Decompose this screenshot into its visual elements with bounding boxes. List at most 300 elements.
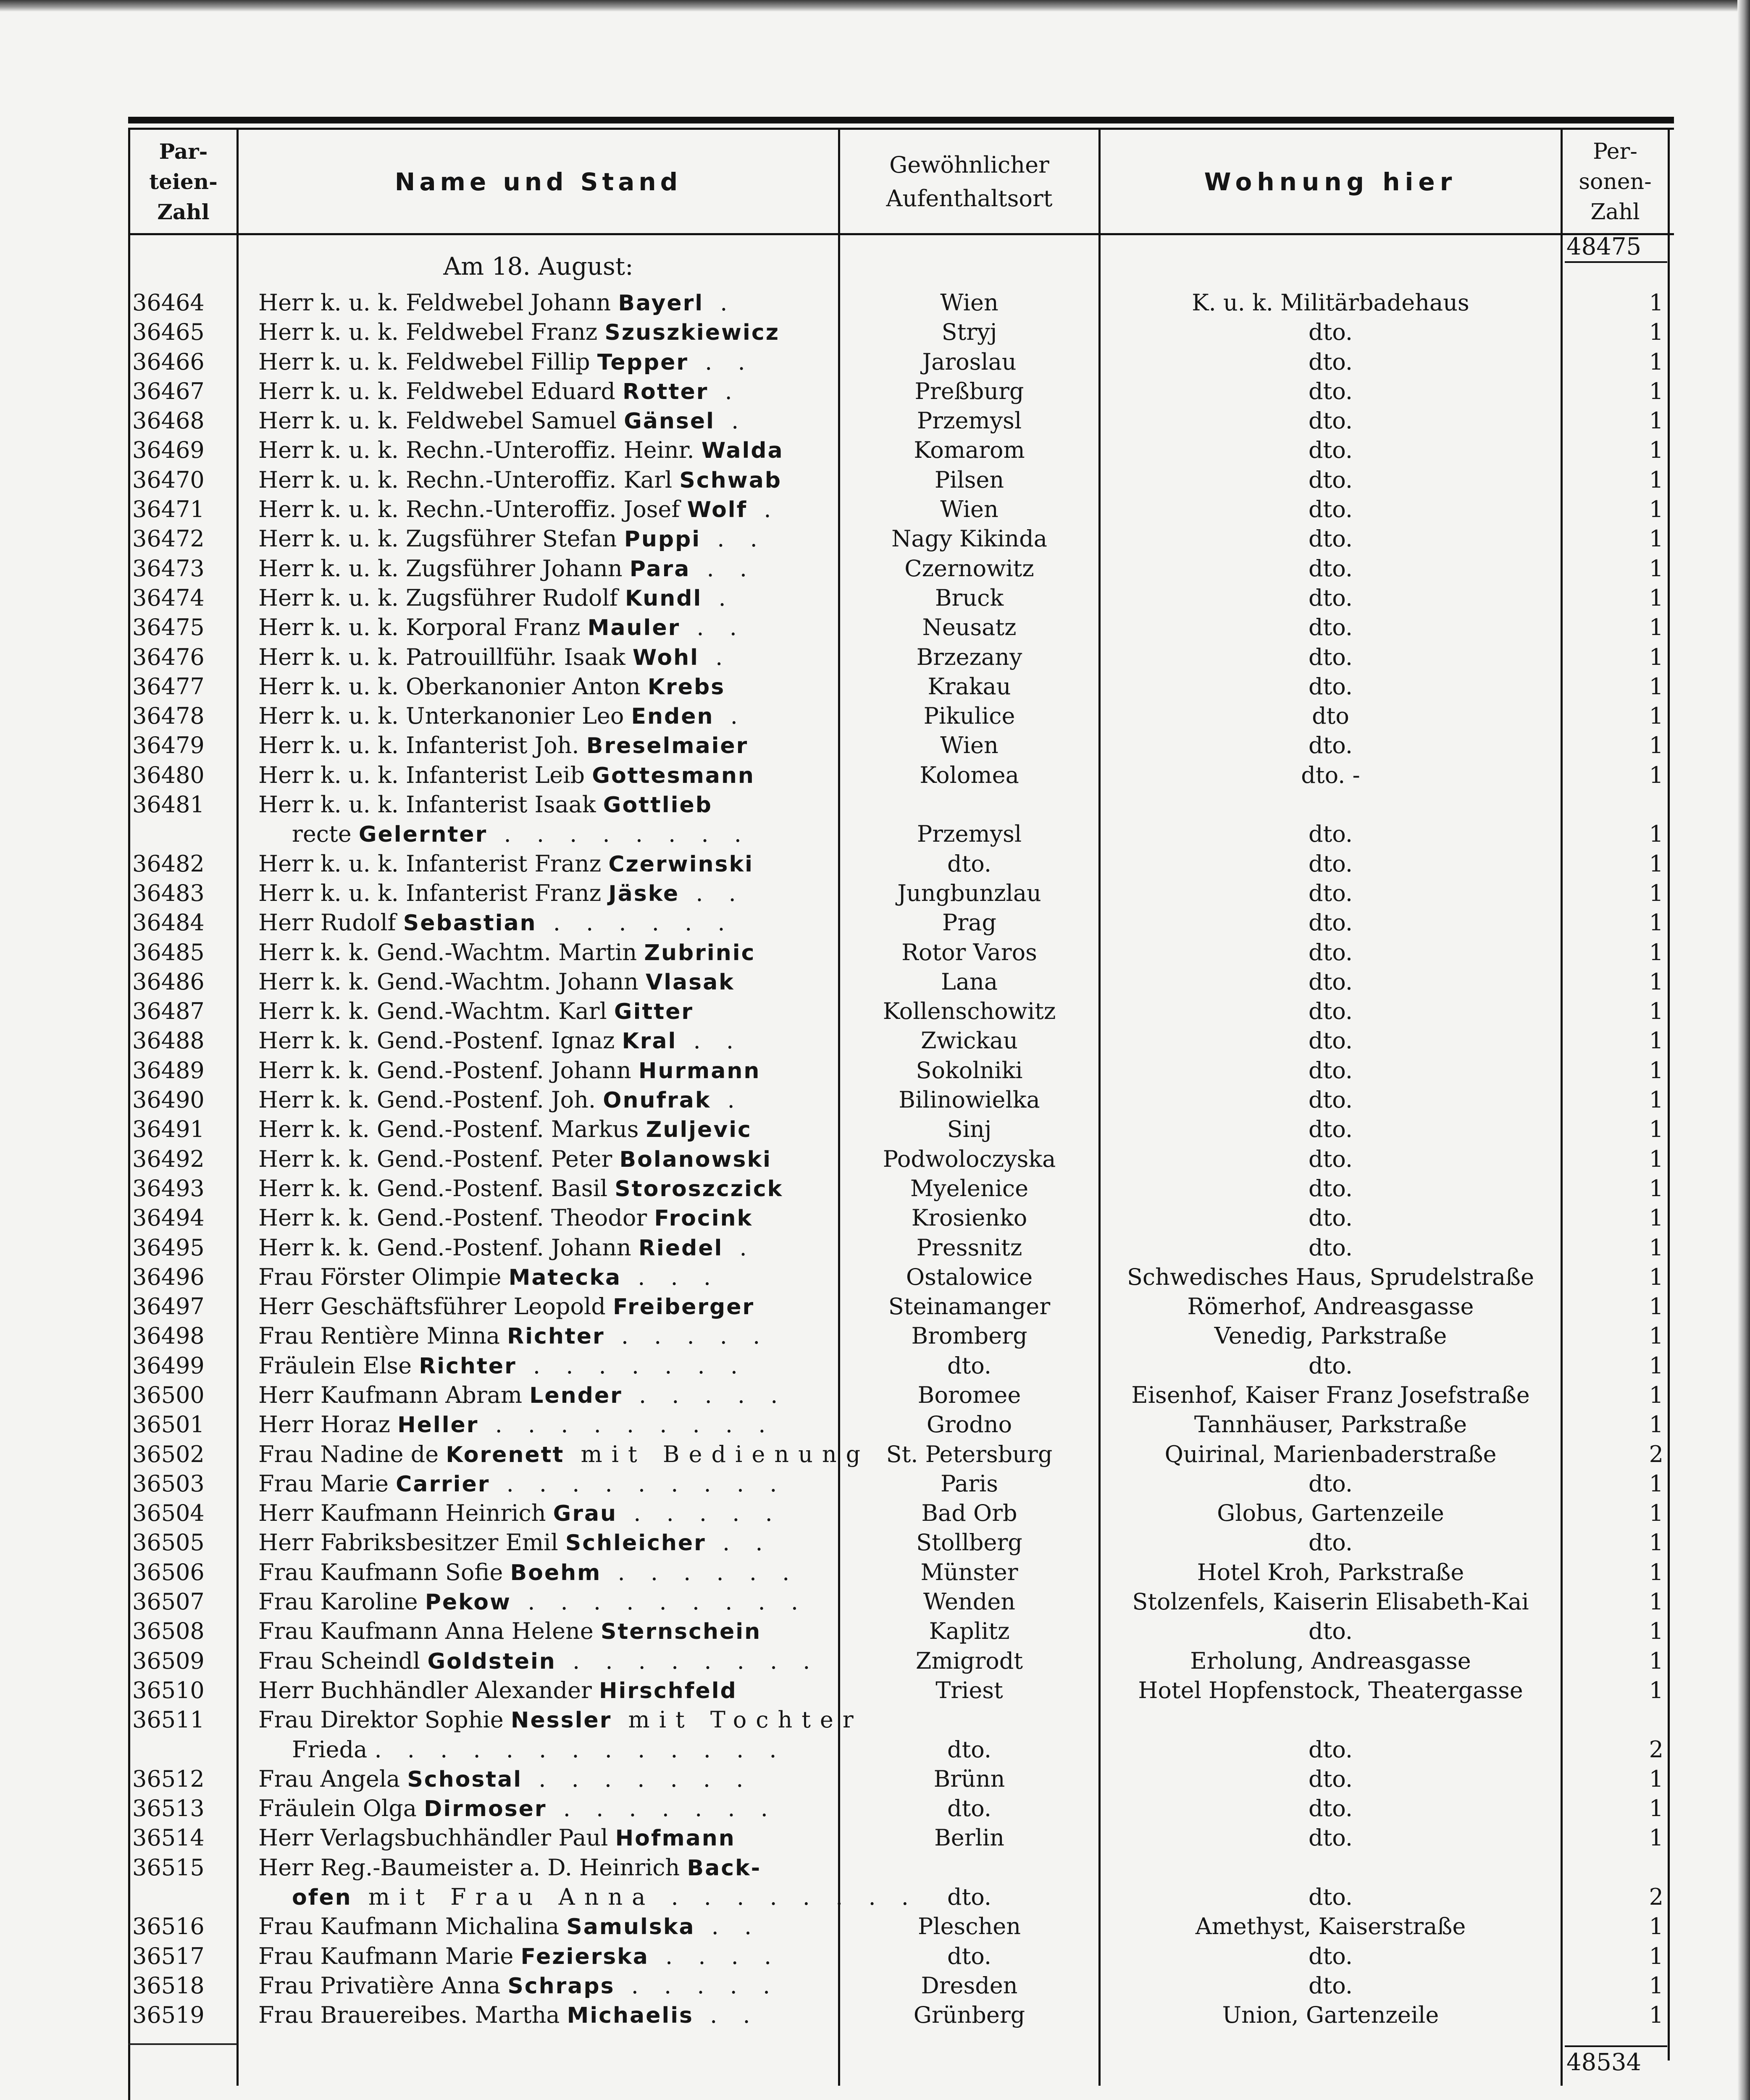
name-prefix: Herr k. u. k. Feldwebel Samuel [258, 407, 617, 434]
table-row [128, 347, 1674, 377]
name-und-stand-cell [258, 1499, 834, 1528]
surname: Storoszczick [615, 1176, 783, 1202]
leader-dots: . . . . . . [536, 909, 734, 936]
aufenthaltsort-cell: Wenden [923, 1588, 1016, 1615]
surname: Sebastian [403, 911, 537, 936]
leader-dots: . . . . . [615, 1972, 780, 1999]
personen-count: 1 [1649, 1942, 1663, 1969]
surname: Richter [507, 1324, 605, 1349]
parteien-number: 36511 [132, 1706, 205, 1733]
table-row [128, 1381, 1674, 1410]
personen-count: 1 [1649, 466, 1663, 493]
carry-over-total: 48475 [1565, 233, 1667, 263]
table-row [128, 1617, 1674, 1646]
wohnung-cell: dto. [1309, 348, 1353, 375]
name-line [258, 613, 834, 642]
name-prefix: Herr k. k. Gend.-Postenf. Johann [258, 1234, 631, 1261]
parteien-number: 36488 [132, 1027, 205, 1054]
surname: Dirmoser [424, 1796, 547, 1822]
personen-count: 2 [1649, 1441, 1663, 1467]
wohnung-cell: Globus, Gartenzeile [1217, 1500, 1444, 1527]
leader-dots: . . [677, 1027, 743, 1054]
table-row [128, 1203, 1674, 1233]
table-row [128, 731, 1674, 760]
name-prefix: Herr k. u. k. Feldwebel Franz [258, 319, 598, 346]
name-prefix: Herr k. u. k. Feldwebel Fillip [258, 348, 590, 375]
name-prefix: Herr k. k. Gend.-Postenf. Joh. [258, 1087, 596, 1113]
surname: Hirschfeld [599, 1678, 737, 1704]
name-prefix: Herr k. k. Gend.-Postenf. Basil [258, 1175, 608, 1202]
name-prefix: Herr k. u. k. Unterkanonier Leo [258, 703, 624, 730]
surname: Back- [687, 1855, 762, 1881]
aufenthaltsort-cell: Paris [941, 1470, 998, 1497]
parteien-number: 36492 [132, 1145, 205, 1172]
name-prefix: Frau Kaufmann Michalina [258, 1913, 560, 1940]
leader-dots: . . [690, 555, 757, 582]
table-row [128, 1794, 1674, 1823]
wohnung-cell: dto. [1309, 1884, 1353, 1911]
name-line [258, 731, 834, 760]
aufenthaltsort-cell: Wien [940, 496, 998, 523]
parteien-number: 36494 [132, 1205, 205, 1231]
surname: Richter [419, 1353, 517, 1379]
surname: Korenett [446, 1442, 565, 1467]
leader-dots: . . . [621, 1263, 720, 1290]
personen-count: 1 [1649, 1618, 1663, 1645]
personen-count: 1 [1649, 732, 1663, 759]
name-und-stand-cell [258, 1263, 834, 1292]
aufenthaltsort-cell: Brzezany [916, 643, 1022, 670]
name-und-stand-cell [258, 908, 834, 937]
personen-count: 1 [1649, 821, 1663, 848]
parteien-number: 36495 [132, 1234, 205, 1261]
name-prefix: Herr k. u. k. Korporal Franz [258, 614, 581, 641]
leader-dots: . . . . . [604, 1323, 770, 1349]
personen-count: 1 [1649, 1913, 1663, 1940]
name-und-stand-cell [258, 1233, 834, 1263]
leader-dots: . [714, 703, 747, 730]
aufenthaltsort-cell: Pressnitz [916, 1234, 1022, 1261]
name-und-stand-cell [258, 1823, 834, 1853]
table-row [128, 524, 1674, 554]
name-und-stand-cell [258, 1971, 834, 2000]
aufenthaltsort-cell: dto. [947, 1884, 991, 1911]
name-prefix: Herr k. u. k. Infanterist Franz [258, 879, 602, 906]
leader-dots: . [711, 1087, 744, 1113]
surname: Wohl [632, 645, 699, 670]
name-und-stand-cell [258, 495, 834, 524]
name-line-continued [258, 1735, 834, 1764]
personen-count: 1 [1649, 673, 1663, 700]
name-prefix: Herr k. k. Gend.-Postenf. Markus [258, 1116, 639, 1143]
parteien-number: 36464 [132, 289, 205, 316]
name-und-stand-cell [258, 554, 834, 583]
name-line [258, 1528, 834, 1557]
personen-count: 1 [1649, 939, 1663, 966]
personen-count: 2 [1649, 1884, 1663, 1911]
name-und-stand-cell [258, 436, 834, 465]
table-row [128, 1115, 1674, 1144]
aufenthaltsort-cell: Pleschen [917, 1913, 1021, 1940]
wohnung-cell: dto. [1309, 1145, 1353, 1172]
parteien-number: 36480 [132, 761, 205, 788]
name-line [258, 406, 834, 436]
surname-continued: ofen [292, 1885, 352, 1911]
personen-count: 1 [1649, 1972, 1663, 1999]
table-row [128, 1233, 1674, 1263]
wohnung-cell: Hotel Kroh, Parkstraße [1197, 1559, 1464, 1586]
name-line [258, 879, 834, 908]
name-line [258, 1971, 834, 2000]
name-und-stand-cell [258, 583, 834, 613]
wohnung-cell: dto. [1309, 1765, 1353, 1792]
name-line [258, 1233, 834, 1263]
personen-count: 1 [1649, 1381, 1663, 1408]
aufenthaltsort-cell: Sokolniki [916, 1057, 1023, 1084]
wohnung-cell: dto. [1309, 378, 1353, 404]
name-und-stand-cell [258, 347, 834, 377]
wohnung-cell: Schwedisches Haus, Sprudelstraße [1127, 1263, 1535, 1290]
surname: Schraps [507, 1973, 615, 1999]
surname: Mauler [587, 615, 681, 641]
name-prefix: Herr k. u. k. Zugsführer Stefan [258, 525, 617, 552]
name-und-stand-cell [258, 406, 834, 436]
name-und-stand-cell [258, 761, 834, 790]
header-aufenthaltsort: Gewöhnlicher Aufenthaltsort [886, 151, 1053, 212]
personen-count: 1 [1649, 319, 1663, 346]
leader-dots: . . . . . . . [547, 1795, 777, 1822]
aufenthaltsort-cell: Steinamanger [888, 1293, 1051, 1320]
aufenthaltsort-cell: Stollberg [916, 1529, 1022, 1556]
aufenthaltsort-cell: Zmigrodt [915, 1647, 1023, 1674]
name-line [258, 1558, 834, 1587]
surname: Enden [631, 704, 714, 730]
personen-count: 1 [1649, 1145, 1663, 1172]
name-line [258, 1499, 834, 1528]
parteien-number: 36518 [132, 1972, 205, 1999]
surname: Hofmann [615, 1826, 736, 1851]
name-prefix: Herr Verlagsbuchhändler Paul [258, 1824, 608, 1851]
surname: Riedel [638, 1235, 723, 1261]
top-rule-thick [128, 117, 1674, 123]
wohnung-cell: Tannhäuser, Parkstraße [1194, 1411, 1467, 1438]
name-und-stand-cell [258, 938, 834, 967]
name-und-stand-cell [258, 849, 834, 879]
personen-count: 1 [1649, 1087, 1663, 1113]
name-und-stand-cell [258, 790, 834, 849]
leader-dots: . . [679, 879, 745, 906]
table-row [128, 406, 1674, 436]
name-und-stand-cell [258, 1646, 834, 1676]
wohnung-cell: dto. [1309, 850, 1353, 877]
name-prefix: Frau Förster Olimpie [258, 1263, 502, 1290]
name-prefix: Frau Kaufmann Anna Helene [258, 1618, 594, 1645]
wohnung-cell: dto. [1309, 1352, 1353, 1379]
leader-dots: . [704, 289, 737, 316]
name-prefix: Frau Brauereibes. Martha [258, 2002, 560, 2029]
name-und-stand-cell [258, 1764, 834, 1794]
leader-dots: . . . . . . . . . . . . . [374, 1736, 786, 1763]
surname: Tepper [597, 349, 688, 375]
name-line [258, 672, 834, 701]
name-und-stand-cell [258, 1115, 834, 1144]
name-line [258, 1203, 834, 1233]
name-line [258, 1823, 834, 1853]
name-line [258, 1942, 834, 1971]
name-und-stand-cell [258, 1026, 834, 1055]
leader-dots: . . [688, 348, 754, 375]
aufenthaltsort-cell: Podwoloczyska [883, 1145, 1056, 1172]
surname: Rotter [623, 379, 709, 404]
surname: Schwab [679, 467, 782, 493]
personen-count: 1 [1649, 289, 1663, 316]
personen-count: 1 [1649, 1470, 1663, 1497]
name-line [258, 790, 834, 819]
wohnung-cell: dto. [1309, 1972, 1353, 1999]
surname: Wolf [687, 497, 748, 523]
aufenthaltsort-cell: Zwickau [921, 1027, 1018, 1054]
aufenthaltsort-cell: Berlin [934, 1824, 1004, 1851]
name-line [258, 908, 834, 937]
wohnung-cell: dto. [1309, 614, 1353, 641]
name-prefix: Herr k. u. k. Zugsführer Johann [258, 555, 623, 582]
surname: Nessler [510, 1708, 612, 1733]
table-row [128, 1410, 1674, 1439]
table-row [128, 1912, 1674, 1941]
aufenthaltsort-cell: Bromberg [911, 1323, 1027, 1349]
personen-count: 1 [1649, 1175, 1663, 1202]
personen-count: 1 [1649, 584, 1663, 611]
surname: Gitter [614, 999, 694, 1025]
surname: Para [629, 556, 691, 582]
parteien-number: 36466 [132, 348, 205, 375]
name-und-stand-cell [258, 643, 834, 672]
aufenthaltsort-cell: dto. [947, 1942, 991, 1969]
table-row [128, 465, 1674, 495]
parteien-number: 36517 [132, 1942, 205, 1969]
parteien-number: 36486 [132, 968, 205, 995]
leader-dots: . . . . [649, 1942, 781, 1969]
personen-count: 1 [1649, 1352, 1663, 1379]
aufenthaltsort-cell: Pilsen [934, 466, 1004, 493]
name-line [258, 997, 834, 1026]
aufenthaltsort-cell: dto. [947, 850, 991, 877]
name-und-stand-cell [258, 613, 834, 642]
leader-dots: . . . . . [617, 1500, 782, 1527]
leader-dots: . [747, 496, 780, 523]
leader-dots: . . [706, 1529, 772, 1556]
aufenthaltsort-cell: Bad Orb [921, 1500, 1017, 1527]
name-und-stand-cell [258, 377, 834, 406]
name-line-continued [258, 819, 834, 849]
aufenthaltsort-cell: Kaplitz [929, 1618, 1010, 1645]
name-prefix: Herr Rudolf [258, 909, 396, 936]
parteien-number: 36476 [132, 643, 205, 670]
name-prefix: Herr k. u. k. Infanterist Joh. [258, 732, 579, 759]
wohnung-cell: dto. [1309, 1057, 1353, 1084]
name-line [258, 288, 834, 318]
table-row [128, 1026, 1674, 1055]
parteien-number: 36493 [132, 1175, 205, 1202]
name-prefix: Frau Rentière Minna [258, 1323, 500, 1349]
parteien-number: 36473 [132, 555, 205, 582]
personen-count: 1 [1649, 879, 1663, 906]
surname: Grau [553, 1501, 617, 1527]
wohnung-cell: dto. [1309, 1618, 1353, 1645]
table-row [128, 495, 1674, 524]
name-und-stand-cell [258, 1085, 834, 1115]
table-row [128, 1942, 1674, 1971]
surname: Jäske [608, 881, 680, 906]
personen-count: 1 [1649, 1116, 1663, 1143]
aufenthaltsort-cell: Sinj [947, 1116, 992, 1143]
personen-count: 1 [1649, 1205, 1663, 1231]
parteien-number: 36490 [132, 1087, 205, 1113]
personen-count: 2 [1649, 1736, 1663, 1763]
name-line [258, 1587, 834, 1617]
surname: Heller [397, 1412, 479, 1438]
table-row [128, 2000, 1674, 2030]
name-und-stand-cell [258, 1558, 834, 1587]
name-und-stand-cell [258, 1912, 834, 1941]
surname: Onufrak [603, 1088, 711, 1113]
name-prefix: Herr k. u. k. Feldwebel Eduard [258, 378, 615, 404]
surname: Matecka [508, 1265, 622, 1290]
wohnung-cell: dto. [1309, 466, 1353, 493]
parteien-number: 36477 [132, 673, 205, 700]
aufenthaltsort-cell: Przemysl [917, 821, 1022, 848]
table-row [128, 1558, 1674, 1587]
parteien-number: 36470 [132, 466, 205, 493]
name-line [258, 377, 834, 406]
name-prefix: Herr k. k. Gend.-Postenf. Theodor [258, 1205, 647, 1231]
parteien-number: 36484 [132, 909, 205, 936]
aufenthaltsort-cell: Dresden [921, 1972, 1018, 1999]
leader-dots: . [708, 378, 741, 404]
aufenthaltsort-cell: Wien [940, 732, 998, 759]
name-line [258, 1440, 870, 1469]
personen-count: 1 [1649, 1647, 1663, 1674]
surname-continued: Gelernter [358, 822, 488, 848]
wohnung-cell: Union, Gartenzeile [1222, 2002, 1439, 2029]
wohnung-cell: Amethyst, Kaiserstraße [1195, 1913, 1466, 1940]
aufenthaltsort-cell: Krosienko [911, 1205, 1027, 1231]
leader-dots: mit Bedienung [564, 1441, 870, 1467]
leader-dots: . . . . . . . . . [490, 1470, 786, 1497]
table-row [128, 1263, 1674, 1292]
table-row [128, 613, 1674, 642]
name-line [258, 1764, 834, 1794]
personen-count: 1 [1649, 998, 1663, 1025]
name-und-stand-cell [258, 1381, 834, 1410]
aufenthaltsort-cell: Grodno [926, 1411, 1012, 1438]
table-row [128, 583, 1674, 613]
page-edge-right [1737, 0, 1750, 2100]
wohnung-cell: Venedig, Parkstraße [1214, 1323, 1447, 1349]
table-row [128, 1971, 1674, 2000]
surname: Carrier [396, 1471, 490, 1497]
aufenthaltsort-cell: dto. [947, 1795, 991, 1822]
name-prefix: Herr k. k. Gend.-Wachtm. Johann [258, 968, 639, 995]
leader-dots: . [715, 407, 748, 434]
aufenthaltsort-cell: Boromee [917, 1381, 1021, 1408]
name-line [258, 643, 834, 672]
personen-count: 1 [1649, 496, 1663, 523]
aufenthaltsort-cell: Brünn [933, 1765, 1005, 1792]
personen-count: 1 [1649, 1500, 1663, 1527]
table-row [128, 1705, 1674, 1764]
wohnung-cell: K. u. k. Militärbadehaus [1192, 289, 1469, 316]
name-und-stand-cell [258, 318, 834, 347]
header-name-und-stand: Name und Stand [394, 167, 682, 196]
parteien-number: 36503 [132, 1470, 205, 1497]
surname: Pekow [425, 1590, 512, 1615]
surname: Michaelis [567, 2003, 694, 2029]
parteien-number: 36471 [132, 496, 205, 523]
name-prefix: Herr k. u. k. Patrouillführ. Isaak [258, 643, 625, 670]
table-row [128, 554, 1674, 583]
personen-count: 1 [1649, 525, 1663, 552]
name-line [258, 2000, 834, 2030]
name-und-stand-cell [258, 1144, 834, 1174]
name-prefix: Herr Buchhändler Alexander [258, 1677, 592, 1704]
name-line [258, 1853, 834, 1882]
name-und-stand-cell [258, 1617, 834, 1646]
name-prefix: Frau Kaufmann Sofie [258, 1559, 503, 1586]
name-prefix: Herr k. u. k. Infanterist Isaak [258, 791, 596, 818]
surname: Zuljevic [646, 1117, 752, 1143]
aufenthaltsort-cell: Ostalowice [906, 1263, 1033, 1290]
register-table [128, 113, 1674, 2100]
name-line [258, 524, 834, 554]
surname: Freiberger [612, 1294, 755, 1320]
surname: Breselmaier [586, 733, 749, 759]
leader-dots: . [702, 584, 735, 611]
parteien-number: 36499 [132, 1352, 205, 1379]
surname: Schostal [407, 1767, 523, 1792]
aufenthaltsort-cell: Kolomea [920, 761, 1019, 788]
name-und-stand-cell [258, 2000, 834, 2030]
date-heading: Am 18. August: [443, 252, 633, 281]
header-wohnung-hier: Wohnung hier [1204, 167, 1457, 196]
leader-dots: . . [680, 614, 746, 641]
leader-dots: . . [693, 2002, 759, 2029]
name-line [258, 849, 834, 879]
table-row [128, 1351, 1674, 1381]
table-row [128, 1469, 1674, 1499]
personen-count: 1 [1649, 1677, 1663, 1704]
name-line [258, 436, 834, 465]
table-row [128, 938, 1674, 967]
aufenthaltsort-cell: Neusatz [922, 614, 1017, 641]
table-row [128, 377, 1674, 406]
wohnung-cell: dto. [1309, 821, 1353, 848]
header-rule [128, 233, 1674, 235]
surname: Zubrinic [644, 940, 756, 966]
surname: Bolanowski [619, 1147, 772, 1172]
wohnung-cell: dto. [1309, 1205, 1353, 1231]
aufenthaltsort-cell: dto. [947, 1736, 991, 1763]
table-row [128, 790, 1674, 849]
table-row [128, 997, 1674, 1026]
name-line [258, 1912, 834, 1941]
wohnung-cell: dto. - [1301, 761, 1360, 788]
surname: Samulska [566, 1914, 695, 1940]
name-continued: Frieda [292, 1736, 368, 1763]
parteien-number: 36468 [132, 407, 205, 434]
name-prefix: Herr Reg.-Baumeister a. D. Heinrich [258, 1854, 680, 1881]
table-row [128, 1528, 1674, 1557]
